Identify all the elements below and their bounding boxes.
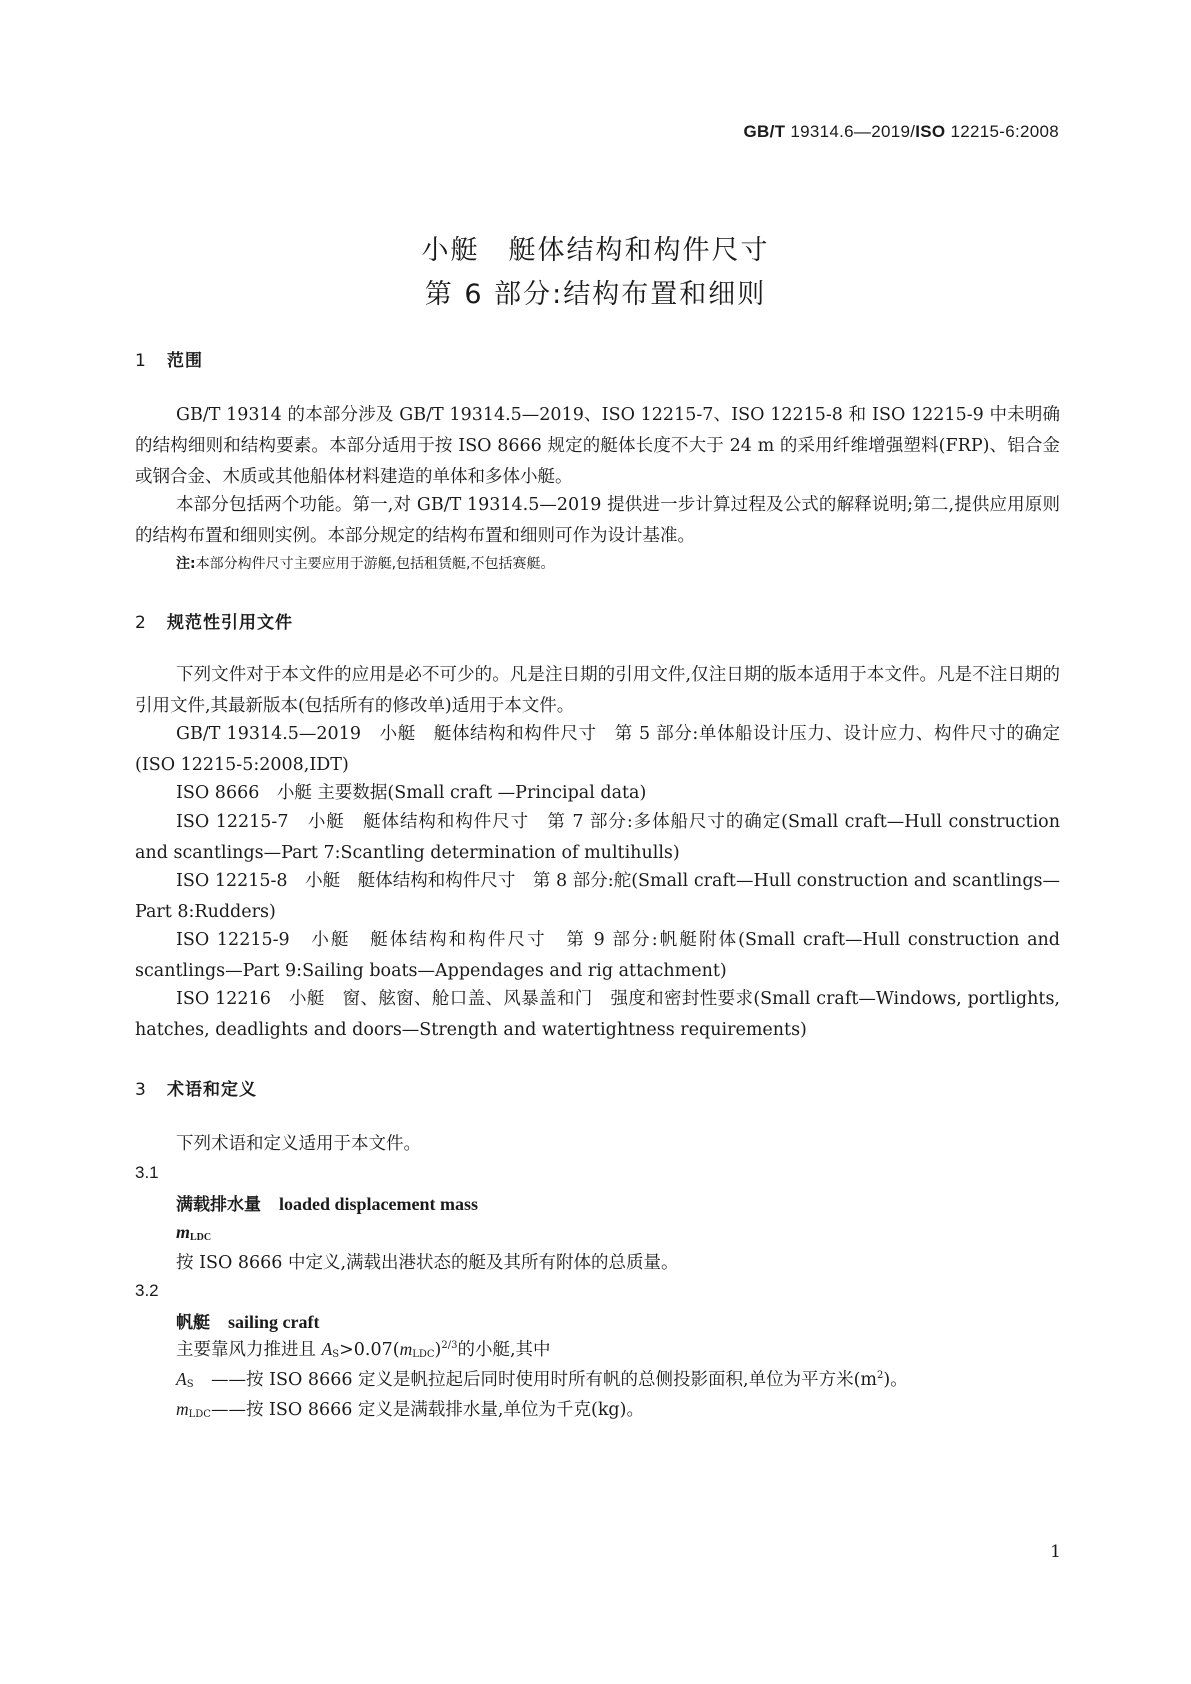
reference-item: ISO 8666 小艇 主要数据(Small craft —Principal data) [176, 783, 647, 803]
section-3-heading: 3 术语和定义 [135, 1080, 257, 1100]
standard-number: GB/T 19314.6—2019/ISO 12215-6:2008 [743, 122, 1059, 141]
reference-item: ISO 12215-9 小艇 艇体结构和构件尺寸 第 9 部分:帆艇附体(Small craft—Hull construction and scantlings—Part 9:Sailing boats—Appendages and rig attachment) [135, 930, 1060, 981]
term-3-2-number: 3.2 [135, 1281, 159, 1300]
term-3-1-number: 3.1 [135, 1163, 159, 1182]
section-3-intro: 下列术语和定义适用于本文件。 [176, 1134, 421, 1154]
section-2-heading: 2 规范性引用文件 [135, 613, 293, 633]
document-title: 小艇 艇体结构和构件尺寸 [421, 235, 770, 266]
term-3-1-symbol: $m_{LDC}$ [176, 1222, 212, 1243]
term-3-2-definition: 主要靠风力推进且 $A_S>0.07(m_{LDC})^{2/3}$的小艇,其中 [176, 1339, 551, 1360]
document-subtitle: 第 6 部分:结构布置和细则 [424, 279, 767, 310]
term-3-1-definition: 按 ISO 8666 中定义,满载出港状态的艇及其所有附体的总质量。 [176, 1253, 679, 1273]
term-3-2: 帆艇 sailing craft [176, 1312, 320, 1333]
section-1-paragraph-2: 本部分包括两个功能。第一,对 GB/T 19314.5—2019 提供进一步计算过程及公式的解释说明;第二,提供应用原则的结构布置和细则实例。本部分规定的结构布置和细则可作为设计基准。 [135, 495, 1060, 546]
reference-item: ISO 12215-8 小艇 艇体结构和构件尺寸 第 8 部分:舵(Small craft—Hull construction and scantlings—Part 8:Rudders) [135, 871, 1060, 922]
section-1-note: 注:本部分构件尺寸主要应用于游艇,包括租赁艇,不包括赛艇。 [176, 556, 555, 572]
term-3-1: 满载排水量 loaded displacement mass [176, 1194, 479, 1215]
section-1-paragraph-1: GB/T 19314 的本部分涉及 GB/T 19314.5—2019、ISO 12215-7、ISO 12215-8 和 ISO 12215-9 中未明确的结构细则和结构要素。本部分适用于按 ISO 8666 规定的艇体长度不大于 24 m 的采用纤维增强塑料(FRP)、铝合金或钢合金、木质或其他船体材料建造的单体和多体小艇。 [135, 405, 1060, 487]
section-2-intro: 下列文件对于本文件的应用是必不可少的。凡是注日期的引用文件,仅注日期的版本适用于本文件。凡是不注日期的引用文件,其最新版本(包括所有的修改单)适用于本文件。 [135, 665, 1060, 716]
variable-mldc-definition: $m_{LDC}——$按 ISO 8666 定义是满载排水量,单位为千克(kg)。 [176, 1399, 644, 1420]
section-1-heading: 1 范围 [135, 351, 203, 371]
variable-as-definition: $A_S$ ——按 ISO 8666 定义是帆拉起后同时使用时所有帆的总侧投影面积,单位为平方米$(m^2)$。 [176, 1369, 908, 1390]
reference-item: ISO 12215-7 小艇 艇体结构和构件尺寸 第 7 部分:多体船尺寸的确定(Small craft—Hull construction and scantlings—Part 7:Scantling determination of multihulls) [135, 812, 1060, 863]
reference-item: GB/T 19314.5—2019 小艇 艇体结构和构件尺寸 第 5 部分:单体船设计压力、设计应力、构件尺寸的确定(ISO 12215-5:2008,IDT) [135, 724, 1060, 775]
page-number: 1 [1050, 1542, 1061, 1562]
reference-item: ISO 12216 小艇 窗、舷窗、舱口盖、风暴盖和门 强度和密封性要求(Small craft—Windows, portlights, hatches, deadlights and doors—Strength and watertightness requirements) [135, 989, 1060, 1040]
